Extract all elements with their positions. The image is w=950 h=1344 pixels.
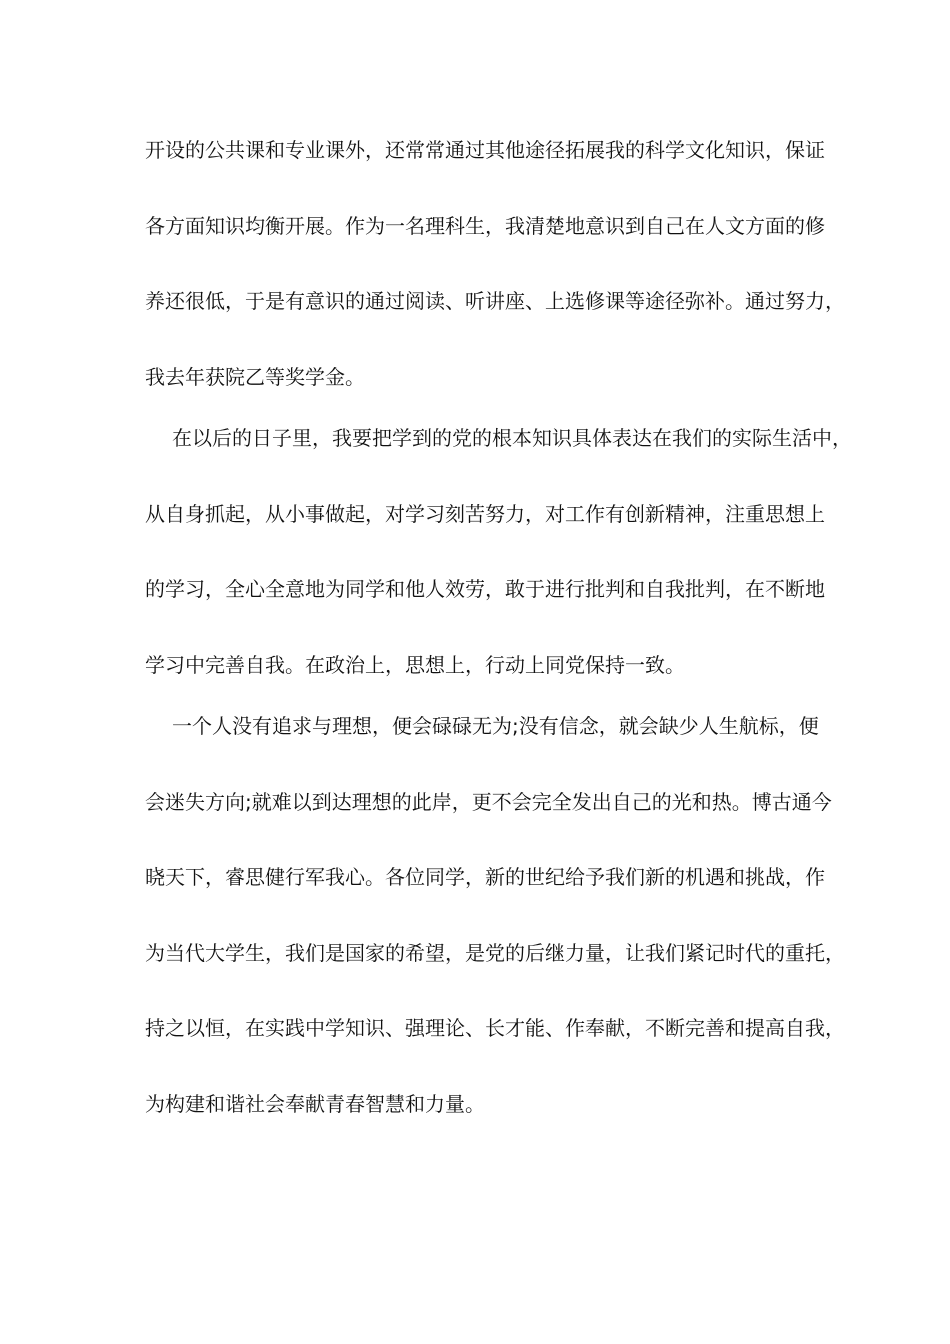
paragraph-1: [145, 130, 845, 432]
paragraph-2: [145, 418, 852, 720]
text-line: 晓天下，睿思健行军我心。各位同学，新的世纪给予我们新的机遇和挑战，作: [145, 865, 825, 889]
text-line: 我去年获院乙等奖学金。: [145, 364, 365, 389]
text-line: 开设的公共课和专业课外，还常常通过其他途径拓展我的科学文化知识，保证: [145, 138, 825, 162]
text-line: 从自身抓起，从小事做起，对学习刻苦努力，对工作有创新精神，注重思想上: [145, 501, 825, 526]
text-line: 一个人没有追求与理想，便会碌碌无为;没有信念，就会缺少人生航标，便: [172, 714, 819, 738]
text-line: 持之以恒，在实践中学知识、强理论、长才能、作奉献，不断完善和提高自我，: [145, 1016, 845, 1040]
text-line: 为当代大学生，我们是国家的希望，是党的后继力量，让我们紧记时代的重托，: [145, 940, 845, 965]
text-line: 为构建和谐社会奉献青春智慧和力量。: [145, 1091, 485, 1116]
text-line: 养还很低，于是有意识的通过阅读、听讲座、上选修课等途径弥补。通过努力，: [145, 289, 845, 313]
text-line: 在以后的日子里，我要把学到的党的根本知识具体表达在我们的实际生活中，: [172, 426, 852, 450]
document-body: [145, 130, 852, 1159]
text-line: 的学习，全心全意地为同学和他人效劳，敢于进行批判和自我批判，在不断地: [145, 577, 825, 601]
paragraph-3: [145, 706, 845, 1159]
text-line: 会迷失方向;就难以到达理想的此岸，更不会完全发出自己的光和热。博古通今: [145, 789, 832, 814]
text-line: 学习中完善自我。在政治上，思想上，行动上同党保持一致。: [145, 652, 685, 677]
text-line: 各方面知识均衡开展。作为一名理科生，我清楚地意识到自己在人文方面的修: [145, 213, 825, 238]
